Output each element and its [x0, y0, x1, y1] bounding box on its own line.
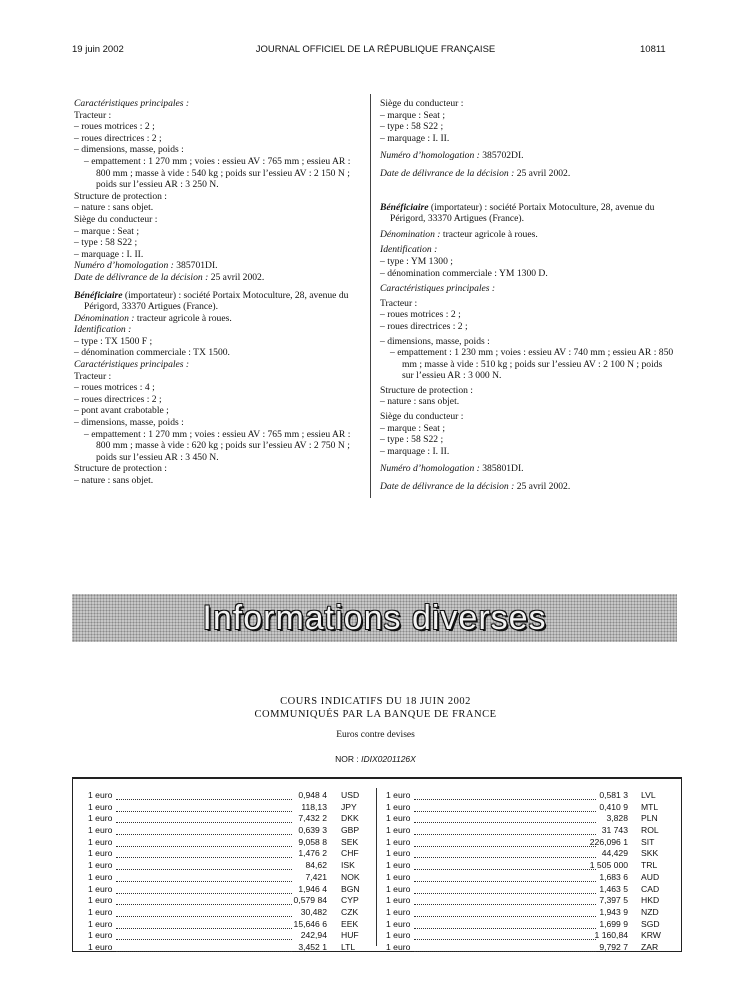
rate-row — [88, 837, 370, 849]
rate-label: 1 euro — [386, 801, 411, 812]
rate-label: 1 euro — [88, 883, 113, 894]
rate-value: 118,13 — [301, 801, 327, 812]
rate-value: 1,476 2 — [298, 848, 327, 859]
rate-row — [88, 895, 370, 907]
type: – type : 58 S22 ; — [380, 121, 444, 133]
beneficiaire — [380, 202, 676, 225]
rate-label: 1 euro — [88, 906, 113, 917]
rate-row — [88, 848, 370, 860]
homologation-label: Numéro d’homologation : — [380, 150, 480, 162]
rate-currency: HKD — [641, 895, 660, 906]
rate-label: 1 euro — [88, 836, 113, 847]
rate-value: 0,581 3 — [599, 790, 628, 800]
rate-value: 84,62 — [305, 860, 327, 871]
tracteur: Tracteur : — [380, 297, 418, 309]
beneficiaire — [74, 290, 366, 313]
empattement: – empattement : 1 270 mm ; voies : essieu AV : 765 mm ; essieu AR : 800 mm ; masse à vide : 540 kg ; poids sur l’essieu AV : 2 150 N ; poids sur l’essieu AR : 3 250 N. — [84, 155, 351, 191]
rate-label: 1 euro — [386, 790, 411, 800]
rate-label: 1 euro — [88, 813, 113, 824]
rate-label: 1 euro — [386, 825, 411, 836]
rate-row — [386, 930, 668, 942]
header-date: 19 juin 2002 — [72, 44, 124, 55]
delivrance — [74, 272, 366, 284]
structure: Structure de protection : — [74, 190, 167, 202]
rate-label: 1 euro — [386, 918, 411, 929]
cours-line2: COMMUNIQUÉS PAR LA BANQUE DE FRANCE — [254, 709, 497, 720]
rate-value: 1,943 9 — [599, 906, 628, 917]
rate-currency: SEK — [341, 836, 359, 847]
homologation — [74, 260, 366, 272]
leader-dots — [414, 825, 596, 835]
roues-directrices: – roues directrices : 2 ; — [74, 132, 162, 144]
homologation-value: 385701DI. — [176, 260, 218, 272]
rate-row — [386, 813, 668, 825]
delivrance — [380, 168, 676, 180]
rate-currency: DKK — [341, 813, 359, 824]
leader-dots — [414, 942, 596, 952]
caract-title: Caractéristiques principales : — [380, 283, 496, 295]
denomination-label: Dénomination : — [74, 312, 135, 324]
leader-dots — [414, 930, 596, 940]
rate-currency: ZAR — [641, 941, 659, 952]
rate-currency: USD — [341, 790, 360, 800]
rate-currency: LVL — [641, 790, 656, 800]
rate-value: 7,397 5 — [599, 895, 628, 906]
rate-value: 9,792 7 — [599, 941, 628, 952]
rate-label: 1 euro — [386, 848, 411, 859]
siege: Siège du conducteur : — [380, 411, 464, 423]
rate-row — [88, 802, 370, 814]
delivrance-value: 25 avril 2002. — [516, 167, 571, 179]
tracteur: Tracteur : — [74, 370, 112, 382]
rate-row — [386, 872, 668, 884]
rate-row — [386, 848, 668, 860]
rate-row — [88, 930, 370, 942]
rate-row — [88, 825, 370, 837]
column-divider — [370, 94, 371, 498]
marque: – marque : Seat ; — [380, 422, 446, 434]
rate-value: 242,94 — [300, 930, 327, 941]
rate-row — [386, 837, 668, 849]
leader-dots — [116, 872, 292, 882]
rate-currency: JPY — [341, 801, 357, 812]
rate-row — [88, 860, 370, 872]
dimensions: – dimensions, masse, poids : — [74, 417, 184, 429]
dimensions: – dimensions, masse, poids : — [380, 335, 490, 347]
roues-motrices: – roues motrices : 4 ; — [74, 382, 155, 394]
leader-dots — [116, 837, 292, 847]
rate-currency: SIT — [641, 836, 655, 847]
rate-row — [386, 942, 668, 954]
leader-dots — [414, 895, 596, 905]
rate-value: 9,058 8 — [298, 836, 327, 847]
rate-currency: CYP — [341, 895, 359, 906]
rate-value: 30,482 — [300, 906, 327, 917]
leader-dots — [116, 942, 292, 952]
structure: Structure de protection : — [74, 463, 167, 475]
rate-label: 1 euro — [386, 941, 411, 952]
rate-row — [386, 802, 668, 814]
rate-row — [88, 919, 370, 931]
rate-label: 1 euro — [88, 930, 113, 941]
rate-value: 3,452 1 — [298, 941, 327, 952]
rate-label: 1 euro — [386, 871, 411, 882]
rate-currency: CAD — [641, 883, 660, 894]
homologation — [380, 150, 676, 162]
rate-row — [88, 872, 370, 884]
nature: – nature : sans objet. — [74, 202, 154, 214]
rate-value: 1,946 4 — [298, 883, 327, 894]
delivrance-label: Date de délivrance de la décision : — [380, 167, 515, 179]
leader-dots — [414, 919, 596, 929]
identification: Identification : — [380, 244, 438, 256]
delivrance-value: 25 avril 2002. — [516, 481, 571, 493]
type: – type : 58 S22 ; — [74, 237, 138, 249]
rate-currency: SKK — [641, 848, 659, 859]
rate-currency: CZK — [341, 906, 359, 917]
rate-currency: HUF — [341, 930, 359, 941]
leader-dots — [116, 930, 292, 940]
dimensions: – dimensions, masse, poids : — [74, 144, 184, 156]
leader-dots — [414, 848, 596, 858]
rate-row — [88, 942, 370, 954]
delivrance — [380, 481, 676, 493]
caract-title: Caractéristiques principales : — [74, 98, 190, 109]
rate-row — [88, 884, 370, 896]
rate-value: 7,421 — [305, 871, 327, 882]
header-title: JOURNAL OFFICIEL DE LA RÉPUBLIQUE FRANÇAISE — [255, 44, 496, 55]
rate-row — [386, 895, 668, 907]
rate-value: 3,828 — [606, 813, 628, 824]
rate-label: 1 euro — [88, 895, 113, 906]
delivrance-label: Date de délivrance de la décision : — [74, 271, 209, 283]
rate-currency: SGD — [641, 918, 660, 929]
leader-dots — [414, 837, 596, 847]
rate-currency: BGN — [341, 883, 360, 894]
beneficiaire-label: Bénéficiaire — [380, 201, 429, 213]
marquage: – marquage : I. II. — [380, 132, 450, 144]
delivrance-value: 25 avril 2002. — [210, 271, 265, 283]
leader-dots — [414, 907, 596, 917]
rate-label: 1 euro — [386, 895, 411, 906]
homologation-label: Numéro d’homologation : — [74, 260, 174, 272]
rate-currency: PLN — [641, 813, 658, 824]
siege: Siège du conducteur : — [380, 98, 464, 109]
rate-currency: CHF — [341, 848, 359, 859]
commerciale: – dénomination commerciale : YM 1300 D. — [380, 267, 548, 279]
marquage: – marquage : I. II. — [74, 248, 144, 260]
banner-title: Informations diverses — [202, 599, 547, 637]
rate-label: 1 euro — [386, 883, 411, 894]
marque: – marque : Seat ; — [74, 225, 140, 237]
rate-value: 0,948 4 — [298, 790, 327, 800]
section-banner — [72, 594, 677, 642]
rate-currency: LTL — [341, 941, 356, 952]
rate-currency: NZD — [641, 906, 659, 917]
roues-directrices: – roues directrices : 2 ; — [380, 320, 468, 332]
marquage: – marquage : I. II. — [380, 445, 450, 457]
rate-label: 1 euro — [386, 860, 411, 871]
nature: – nature : sans objet. — [74, 475, 154, 486]
leader-dots — [414, 813, 596, 823]
leader-dots — [116, 848, 292, 858]
rate-label: 1 euro — [88, 801, 113, 812]
rates-left-column — [88, 790, 370, 954]
nor-line — [0, 754, 751, 764]
empattement: – empattement : 1 270 mm ; voies : essieu AV : 765 mm ; essieu AR : 800 mm ; masse à vide : 620 kg ; poids sur l’essieu AV : 2 750 N ; poids sur l’essieu AR : 3 450 N. — [84, 428, 351, 463]
denomination-value: tracteur agricole à roues. — [442, 228, 538, 240]
rate-row — [88, 813, 370, 825]
homologation-value: 385801DI. — [482, 463, 524, 475]
leader-dots — [116, 884, 292, 894]
delivrance-label: Date de délivrance de la décision : — [380, 481, 515, 493]
rate-value: 226,096 1 — [589, 836, 628, 847]
homologation-value: 385702DI. — [482, 150, 524, 162]
rate-row — [386, 907, 668, 919]
rate-value: 44,429 — [601, 848, 628, 859]
beneficiaire-text: (importateur) : société Portaix Motoculture, 28, avenue du Périgord, 33370 Artigues (France). — [390, 201, 655, 225]
rate-currency: ISK — [341, 860, 355, 871]
rate-label: 1 euro — [386, 930, 411, 941]
rate-label: 1 euro — [88, 825, 113, 836]
rate-label: 1 euro — [88, 941, 113, 952]
rate-row — [88, 790, 370, 802]
rate-value: 1 160,84 — [594, 930, 628, 941]
leader-dots — [116, 802, 292, 812]
roues-motrices: – roues motrices : 2 ; — [380, 309, 461, 321]
rate-value: 0,579 84 — [293, 895, 327, 906]
nature: – nature : sans objet. — [380, 396, 460, 408]
rate-value: 1,699 9 — [599, 918, 628, 929]
rate-value: 15,646 6 — [293, 918, 327, 929]
rate-value: 31 743 — [601, 825, 628, 836]
denomination-value: tracteur agricole à roues. — [136, 312, 232, 324]
rate-row — [386, 860, 668, 872]
rates-divider — [376, 788, 377, 946]
rate-value: 0,410 9 — [599, 801, 628, 812]
rates-right-column — [386, 790, 668, 954]
leader-dots — [116, 790, 292, 800]
rate-currency: EEK — [341, 918, 359, 929]
pont: – pont avant crabotable ; — [74, 405, 169, 417]
empattement: – empattement : 1 230 mm ; voies : essieu AV : 740 mm ; essieu AR : 850 mm ; masse à vide : 510 kg ; poids sur l’essieu AV : 2 100 N ; poids sur l’essieu AR : 3 000 N. — [390, 347, 674, 382]
rate-currency: ROL — [641, 825, 659, 836]
nor-label: NOR : — [335, 754, 359, 764]
rate-currency: AUD — [641, 871, 660, 882]
left-column — [74, 98, 366, 487]
leader-dots — [116, 825, 292, 835]
beneficiaire-label: Bénéficiaire — [74, 289, 123, 301]
roues-motrices: – roues motrices : 2 ; — [74, 121, 155, 133]
caract-title: Caractéristiques principales : — [74, 359, 190, 371]
page-number: 10811 — [640, 44, 666, 55]
roues-directrices: – roues directrices : 2 ; — [74, 393, 162, 405]
nor-value: IDIX0201126X — [361, 754, 416, 764]
rate-value: 0,639 3 — [298, 825, 327, 836]
rate-row — [88, 907, 370, 919]
homologation — [380, 463, 676, 475]
rate-row — [386, 919, 668, 931]
cours-subtitle: Euros contre devises — [336, 730, 415, 740]
rate-label: 1 euro — [88, 860, 113, 871]
leader-dots — [116, 919, 292, 929]
homologation-label: Numéro d’homologation : — [380, 463, 480, 475]
rate-label: 1 euro — [88, 848, 113, 859]
beneficiaire-text: (importateur) : société Portaix Motoculture, 28, avenue du Périgord, 33370 Artigues (France). — [84, 289, 349, 313]
denomination — [74, 313, 366, 325]
leader-dots — [116, 907, 292, 917]
leader-dots — [414, 872, 596, 882]
marque: – marque : Seat ; — [380, 109, 446, 121]
rate-label: 1 euro — [386, 813, 411, 824]
identification: Identification : — [74, 324, 132, 336]
leader-dots — [414, 884, 596, 894]
rate-currency: MTL — [641, 801, 659, 812]
type: – type : TX 1500 F ; — [74, 335, 153, 347]
rate-currency: GBP — [341, 825, 360, 836]
leader-dots — [414, 860, 596, 870]
leader-dots — [414, 802, 596, 812]
leader-dots — [414, 790, 596, 800]
type: – type : 58 S22 ; — [380, 434, 444, 446]
rate-row — [386, 790, 668, 802]
rate-row — [386, 825, 668, 837]
rate-currency: NOK — [341, 871, 360, 882]
rate-label: 1 euro — [88, 918, 113, 929]
cours-line1: COURS INDICATIFS DU 18 JUIN 2002 — [280, 696, 471, 707]
leader-dots — [116, 895, 292, 905]
type: – type : YM 1300 ; — [380, 255, 453, 267]
leader-dots — [116, 813, 292, 823]
rate-currency: TRL — [641, 860, 658, 871]
rate-currency: KRW — [641, 930, 661, 941]
rate-value: 1,683 6 — [599, 871, 628, 882]
denomination — [380, 229, 676, 241]
rate-value: 1,463 5 — [599, 883, 628, 894]
rate-label: 1 euro — [386, 836, 411, 847]
leader-dots — [116, 860, 292, 870]
tracteur: Tracteur : — [74, 109, 112, 121]
rate-label: 1 euro — [88, 790, 113, 800]
structure: Structure de protection : — [380, 384, 473, 396]
rate-value: 1 505 000 — [589, 860, 628, 871]
rate-row — [386, 884, 668, 896]
rate-value: 7,432 2 — [298, 813, 327, 824]
siege: Siège du conducteur : — [74, 213, 158, 225]
right-column — [380, 98, 676, 493]
denomination-label: Dénomination : — [380, 228, 441, 240]
commerciale: – dénomination commerciale : TX 1500. — [74, 347, 230, 359]
rate-label: 1 euro — [386, 906, 411, 917]
rate-label: 1 euro — [88, 871, 113, 882]
